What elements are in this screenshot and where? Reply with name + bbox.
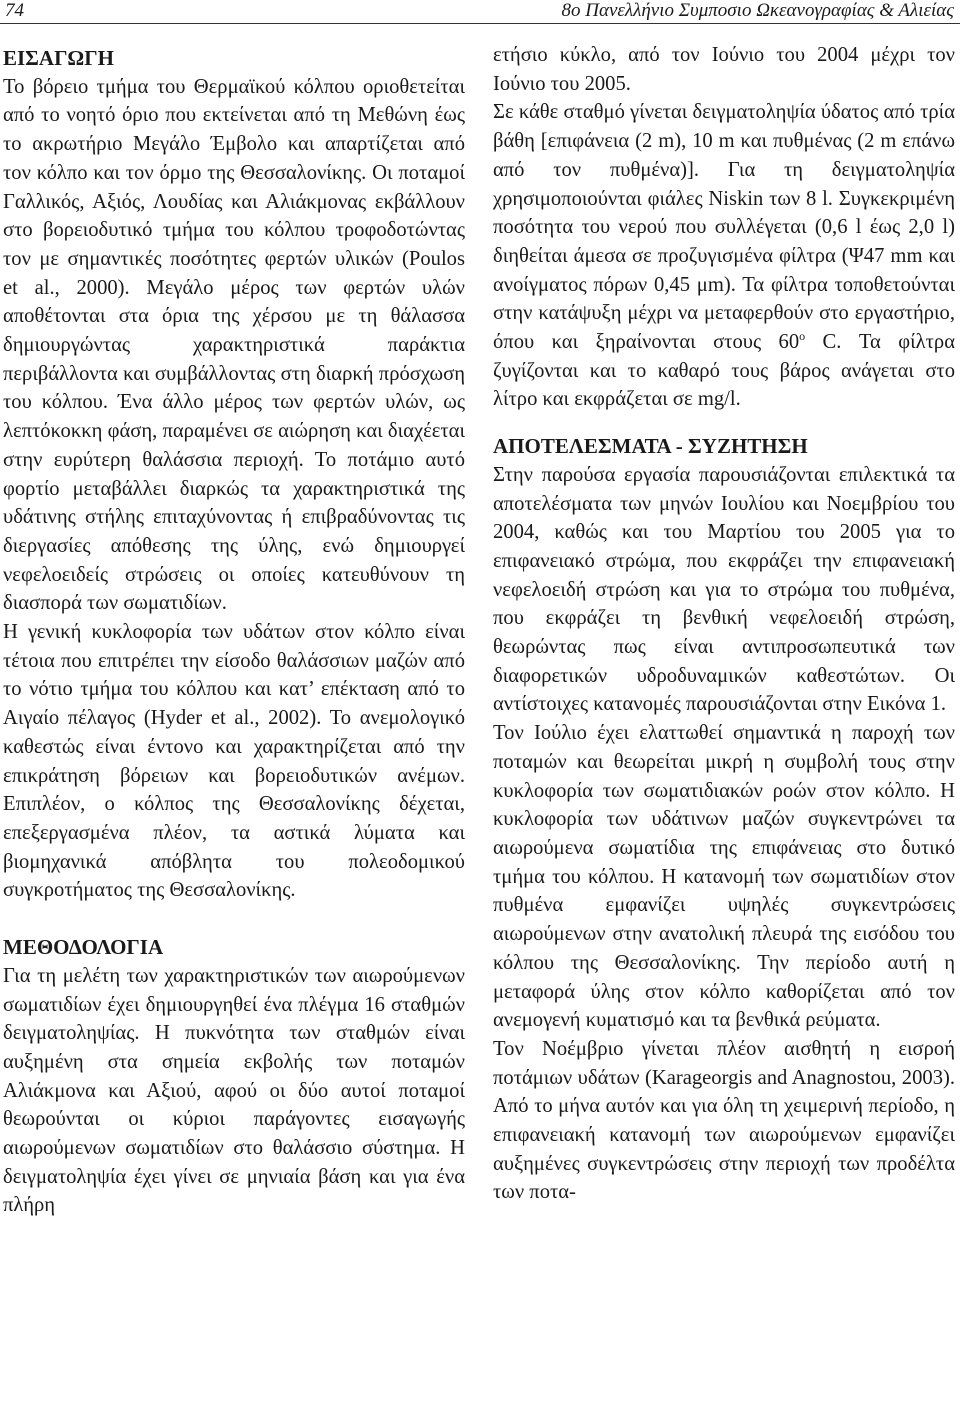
results-paragraph-2: Τον Ιούλιο έχει ελαττωθεί σημαντικά η παροχή των ποταμών και θεωρείται μικρή η συμβολή τους στην κυκλοφορία των σωματιδιακών ροών στον κόλπο. Η κυκλοφορία των υδάτινων μαζών συγκεντρώνει τα αιωρούμενα σωματίδια της επιφάνειας στο δυτικό τμήμα του κόλπου. Η κατανομή των σωματιδίων στον πυθμένα εμφανίζει υψηλές συγκεντρώσεις αιωρούμενων στην ανατολική πλευρά της εισόδου του κόλπου της Θεσσαλονίκης. Την περίοδο αυτή η μεταφορά ύλης στον κόλπο καθορίζεται από τον ανεμογενή κυματισμό και τα βενθικά ρεύματα. (493, 722, 955, 1032)
results-heading: ΑΠΟΤΕΛΕΣΜΑΤΑ - ΣΥΖΗΤΗΣΗ (493, 434, 808, 459)
intro-paragraph-2: Η γενική κυκλοφορία των υδάτων στον κόλπο είναι τέτοια που επιτρέπει την είσοδο θαλάσσιων μαζών από το νότιο τμήμα του κόλπου και κατ’ επέκταση από το Αιγαίο πέλαγος (Hyder et al., 2002). Το ανεμολογικό καθεστώς είναι έντονο και χαρακτηρίζεται από την επικράτηση βόρειων και βορειοδυτικών ανέμων. Επιπλέον, ο κόλπος της Θεσσαλονίκης δέχεται, επεξεργασμένα πλέον, τα αστικά λύματα και βιομηχανικά απόβλητα του πολεοδομικού συγκροτήματος της Θεσσαλονίκης. (3, 621, 465, 902)
methodology-paragraph-2 (493, 98, 955, 414)
methodology-paragraph-1-continued: ετήσιο κύκλο, από τον Ιούνιο του 2004 μέχρι τον Ιούνιο του 2005. (493, 44, 955, 95)
page-number: 74 (5, 0, 24, 21)
methodology-paragraph-1: Για τη μελέτη των χαρακτηριστικών των αιωρούμενων σωματιδίων έχει δημιουργηθεί ένα πλέγμα 16 σταθμών δειγματοληψίας. Η πυκνότητα των σταθμών είναι αυξημένη στα σημεία εκβολής των ποταμών Αλιάκμονα και Αξιού, αφού οι δύο αυτοί ποταμοί θεωρούνται οι κύριοι παράγοντες εισαγωγής αιωρούμενων σωματιδίων στο θαλάσσιο σύστημα. Η δειγματοληψία έχει γίνει σε μηνιαία βάση και για ένα πλήρη (3, 964, 465, 1217)
header-rule (0, 23, 960, 24)
intro-paragraph-1: Το βόρειο τμήμα του Θερμαϊκού κόλπου οριοθετείται από το νοητό όριο που εκτείνεται από τη Μεθώνη έως το ακρωτήριο Μεγάλο Έμβολο και απαρτίζεται από τον κόλπο και τον όρμο της Θεσσαλονίκης. Οι ποταμοί Γαλλικός, Αξιός, Λουδίας και Αλιάκμονας εκβάλλουν στο βορειοδυτικό τμήμα του κόλπου τροφοδοτώντας τον με σημαντικές ποσότητες φερτών υλικών (Poulos et al., 2000). Μεγάλο μέρος των φερτών υλών αποθέτονται στα όρια της χέρσου με τη θάλασσα δημιουργώντας χαρακτηριστικά παράκτια περιβάλλοντα και συμβάλλοντας στη διαρκή πρόσχωση του κόλπου. Ένα άλλο μέρος των φερτών υλών, ως λεπτόκοκκη φάση, παραμένει σε αιώρηση και διαχέεται στην ευρύτερη θαλάσσια περιοχή. Το ποτάμιο αυτό φορτίο μεταβάλλει διαρκώς τα χαρακτηριστικά της υδάτινης στήλης επιταχύνοντας ή επιβραδύνοντας τις διεργασίες απόθεσης της ύλης, ενώ δημιουργεί νεφελοειδείς στρώσεις οι οποίες κατευθύνουν τη διασπορά των σωματιδίων. (3, 75, 465, 615)
left-column (3, 34, 465, 1220)
results-paragraph-3: Τον Νοέμβριο γίνεται πλέον αισθητή η εισροή ποτάμιων υδάτων (Karageorgis and Anagnostou, 2003). Από το μήνα αυτόν και για όλη τη χειμερινή περίοδο, η επιφανειακή κατανομή των αιωρούμενων εμφανίζει αυξημένες συγκεντρώσεις στην περιοχή των προδέλτα των ποτα- (493, 1037, 955, 1204)
page-header (0, 0, 960, 22)
degree-superscript: ο (799, 329, 806, 344)
results-paragraph-1: Στην παρούσα εργασία παρουσιάζονται επιλεκτικά τα αποτελέσματα των μηνών Ιουλίου και Νοεμβρίου του 2004, καθώς και του Μαρτίου του 2005 για το επιφανειακό στρώμα, που εκφράζει την επιφανειακή νεφελοειδή στρώση και για το στρώμα του πυθμένα, που εκφράζει τη βενθική νεφελοειδή στρώση, θεωρώντας πως είναι αντιπροσωπευτικά των διαφορετικών υδροδυναμικών καθεστώτων. Οι αντίστοιχες κατανομές παρουσιάζονται στην Εικόνα 1. (493, 463, 955, 716)
methodology-paragraph-2-part1: Σε κάθε σταθμό γίνεται δειγματοληψία ύδατος από τρία βάθη [επιφάνεια (2 m), 10 m και πυθμένας (2 m επάνω από τον πυθμένα)]. Για τη δειγματοληψία χρησιμοποιούνται φιάλες Niskin των 8 l. Συγκεκριμένη ποσότητα του νερού που συλλέγεται (0,6 l έως 2,0 l) διηθείται άμεσα σε προζυγισμένα φίλτρα (Ψ47 mm και ανοίγματος πόρων 0,45 μm). Τα φίλτρα τοποθετούνται στην κατάψυξη μέχρι να μεταφερθούν στο εργαστήριο, όπου και ξηραίνονται στους 60 (493, 101, 955, 354)
running-title: 8ο Πανελλήνιο Συμποσιο Ωκεανογραφίας & Αλιείας (561, 0, 954, 21)
intro-heading: ΕΙΣΑΓΩΓΗ (3, 46, 114, 70)
right-column (493, 34, 955, 1207)
methodology-heading: ΜΕΘΟΔΟΛΟΓΙΑ (3, 935, 164, 960)
methodology-paragraph-2-part2: C. Τα φίλτρα ζυγίζονται και το καθαρό τους βάρος ανάγεται στο λίτρο και εκφράζεται σε mg/l. (493, 331, 955, 411)
